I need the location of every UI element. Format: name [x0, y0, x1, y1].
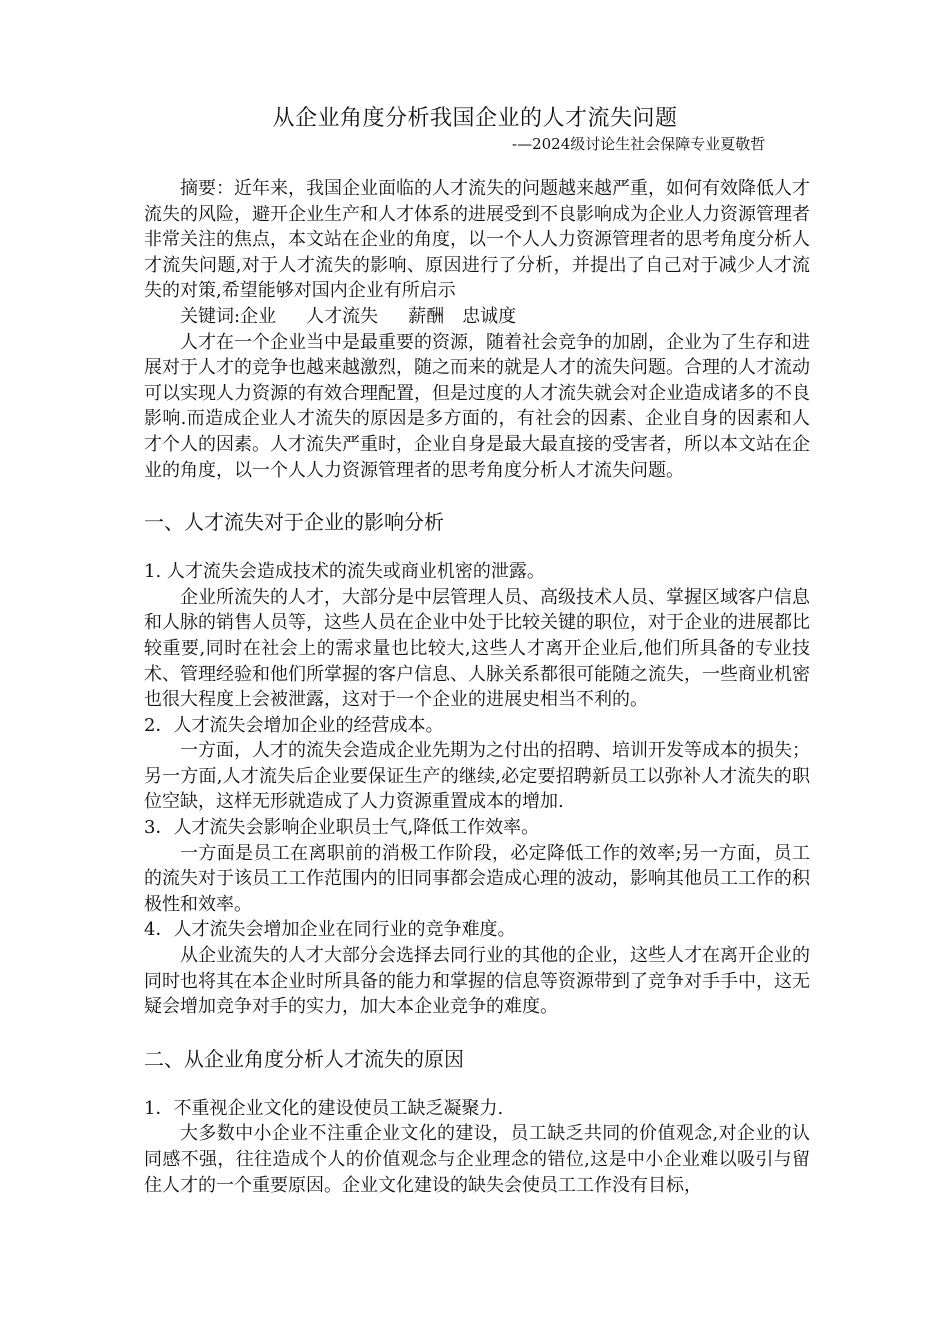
- body-paragraph: 大多数中小企业不注重企业文化的建设，员工缺乏共同的价值观念,对企业的认同感不强，往往造成个人的价值观念与企业理念的错位,这是中小企业难以吸引与留住人才的一个重要原因。企业文化建设的缺失会使员工工作没有目标，: [144, 1123, 810, 1196]
- keyword-item: 人才流失: [306, 305, 379, 327]
- body-paragraph: 一方面，人才的流失会造成企业先期为之付出的招聘、培训开发等成本的损失；另一方面,人才流失后企业要保证生产的继续,必定要招聘新员工以弥补人才流失的职位空缺，这样无形就造成了人力资源重置成本的增加.: [144, 740, 810, 813]
- document-title: 从企业角度分析我国企业的人才流失问题: [272, 106, 678, 131]
- subsection-title: 2．人才流失会增加企业的经营成本。: [144, 714, 444, 736]
- document-body: [144, 176, 810, 1198]
- keywords-line: [144, 304, 810, 330]
- intro-paragraph: 人才在一个企业当中是最重要的资源，随着社会竞争的加剧，企业为了生存和进展对于人才的竞争也越来越激烈，随之而来的就是人才的流失问题。合理的人才流动可以实现人力资源的有效合理配置，但是过度的人才流失就会对企业造成诸多的不良影响.而造成企业人才流失的原因是多方面的，有社会的因素、企业自身的因素和人才个人的因素。人才流失严重时，企业自身是最大最直接的受害者，所以本文站在企业的角度，以一个人人力资源管理者的思考角度分析人才流失问题。: [144, 331, 810, 481]
- keyword-item: 忠诚度: [462, 305, 517, 327]
- keyword-item: 薪酬: [408, 305, 445, 327]
- subsection-title: 1. 人才流失会造成技术的流失或商业机密的泄露。: [144, 561, 545, 583]
- section-heading: 二、从企业角度分析人才流失的原因: [144, 1046, 464, 1071]
- subsection-title: 4．人才流失会增加企业在同行业的竞争难度。: [144, 919, 516, 941]
- author-line: -—2024级讨论生社会保障专业夏敬哲: [512, 135, 766, 153]
- abstract-paragraph: 摘要：近年来，我国企业面临的人才流失的问题越来越严重，如何有效降低人才流失的风险，避开企业生产和人才体系的进展受到不良影响成为企业人力资源管理者非常关注的焦点，本文站在企业的角度，以一个人人力资源管理者的思考角度分析人才流失问题,对于人才流失的影响、原因进行了分析，并提出了自己对于减少人才流失的对策,希望能够对国内企业有所启示: [144, 178, 810, 302]
- subsection-title: 3．人才流失会影响企业职员士气,降低工作效率。: [144, 817, 540, 839]
- keyword-item: 企业: [240, 305, 277, 327]
- body-paragraph: 企业所流失的人才，大部分是中层管理人员、高级技术人员、掌握区域客户信息和人脉的销售人员等，这些人员在企业中处于比较关键的职位，对于企业的进展都比较重要,同时在社会上的需求量也比较大,这些人才离开企业后,他们所具备的专业技术、管理经验和他们所掌握的客户信息、人脉关系都很可能随之流失，一些商业机密也很大程度上会被泄露，这对于一个企业的进展史相当不利的。: [144, 586, 810, 711]
- keywords-label: 关键词:: [180, 305, 241, 327]
- body-paragraph: 一方面是员工在离职前的消极工作阶段，必定降低工作的效率;另一方面，员工的流失对于该员工工作范围内的旧同事都会造成心理的波动，影响其他员工工作的积极性和效率。: [144, 842, 810, 915]
- section-heading: 一、人才流失对于企业的影响分析: [144, 510, 444, 535]
- subsection-title: 1．不重视企业文化的建设使员工缺乏凝聚力.: [144, 1097, 504, 1119]
- body-paragraph: 从企业流失的人才大部分会选择去同行业的其他的企业，这些人才在离开企业的同时也将其在本企业时所具备的能力和掌握的信息等资源带到了竞争对手手中，这无疑会增加竞争对手的实力，加大本企业竞争的难度。: [144, 945, 810, 1018]
